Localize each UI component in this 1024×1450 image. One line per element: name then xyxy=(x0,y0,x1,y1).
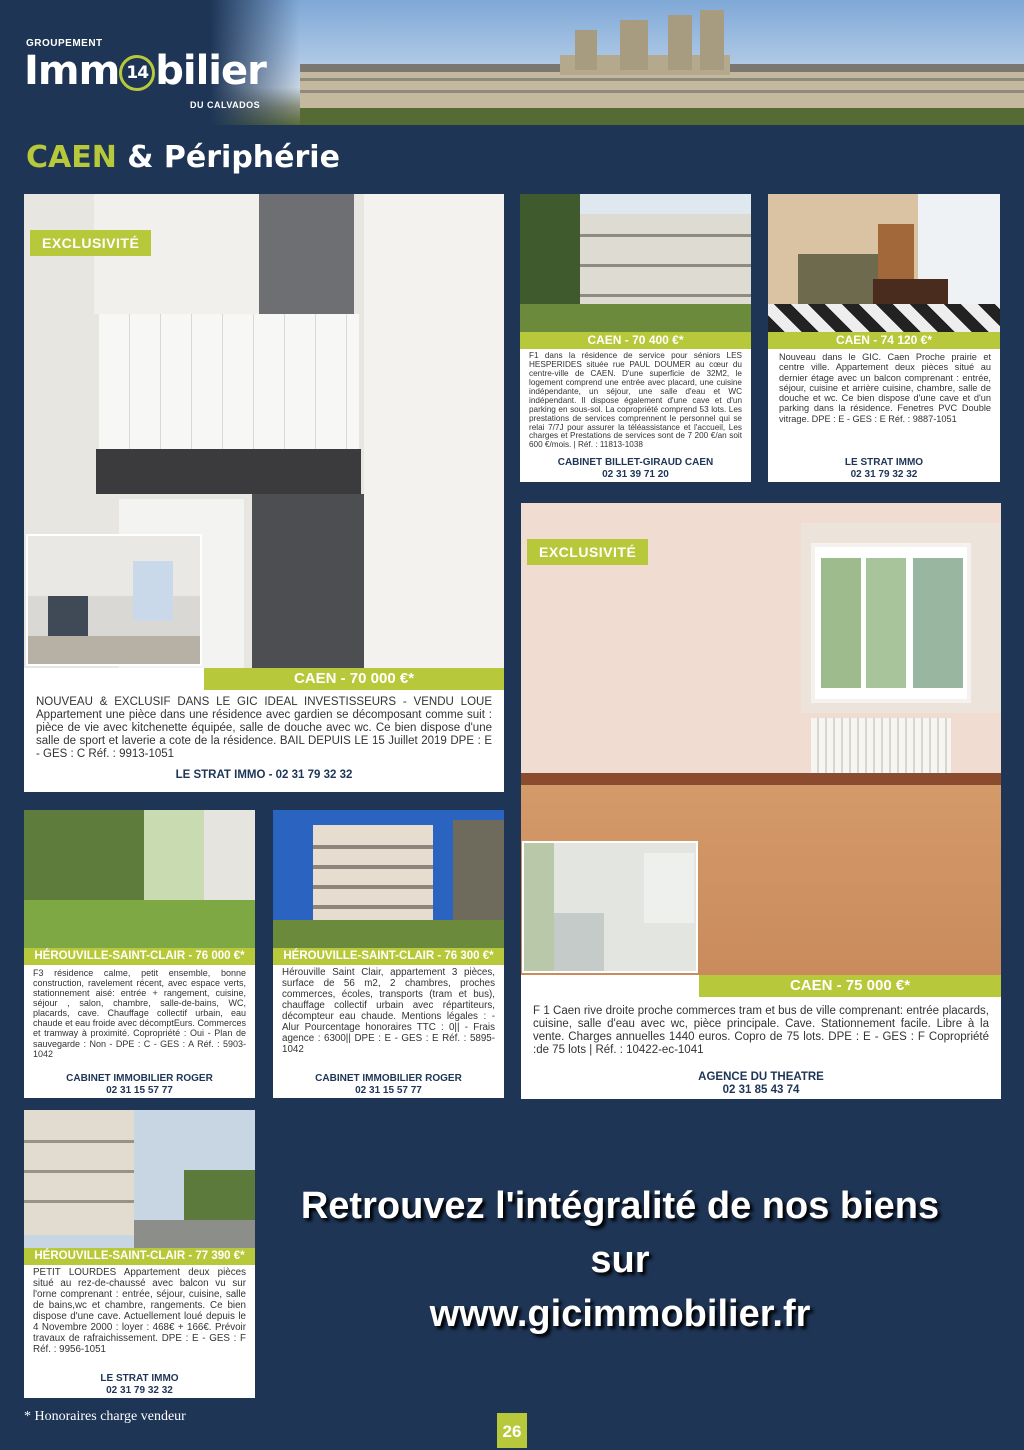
listing-description-7: PETIT LOURDES Appartement deux pièces situé au rez-de-chaussé avec balcon vu sur l'orne comprenant : entrée, séjour, cuisine, salle de bains,wc et chambre, rangements. Ce bien dispose d'une cave. Actuellement loué depuis le 4 Novembre 2000 : loyer : 468€ + 166€. Prévoir travaux de rafraichissement. DPE : E - GES : F Réf. : 9956-1051 xyxy=(33,1267,246,1355)
header-banner xyxy=(0,0,1024,125)
listing-agency-name-2: CABINET BILLET-GIRAUD CAEN xyxy=(557,457,714,468)
listing-inset-photo-4 xyxy=(522,841,698,973)
listing-agency-4[interactable] xyxy=(521,1071,1001,1097)
listing-photo-6 xyxy=(273,810,504,948)
listing-inset-photo-1 xyxy=(26,534,202,666)
listing-description-5: F3 résidence calme, petit ensemble, bonne construction, ravelement récent, avec espace verts, stationnement aisé: entrée + rangement, cuisine, séjour , salon, chambre, salle-de-bains, WC, placards, cave. Chauffage collectif urbain, eau chaude et eau froide avec décomptEurs. Commerces et tramway à proximité. Copropriété : Oui - Plan de sauvegarde : Non - DPE : C - GES : A Réf. : 5903-1042 xyxy=(33,968,246,1059)
listing-description-1: NOUVEAU & EXCLUSIF DANS LE GIC IDEAL INVESTISSEURS - VENDU LOUE Appartement une pièce dans une résidence avec gardien se décomposant comme suit : pièce de vie avec kitchenette équipée, salle de douche avec wc. Ce bien dispose d'une salle de sport et laverie a cote de la résidence. BAIL DEPUIS LE 15 Juillet 2019 DPE : E - GES : C Réf. : 9913-1051 xyxy=(36,696,492,760)
listing-photo-7 xyxy=(24,1110,255,1248)
promo-text xyxy=(260,1180,980,1342)
listing-price-5: HÉROUVILLE-SAINT-CLAIR - 76 000 €* xyxy=(24,948,255,965)
listing-agency-name-6: CABINET IMMOBILIER ROGER xyxy=(315,1073,462,1084)
section-title-rest: & Périphérie xyxy=(127,140,340,175)
listing-agency-phone-3: 02 31 79 32 32 xyxy=(850,468,918,480)
page-number: 26 xyxy=(497,1413,527,1448)
listing-price-1: CAEN - 70 000 €* xyxy=(204,668,504,690)
listing-agency-6[interactable] xyxy=(273,1073,504,1096)
exclusivity-badge: EXCLUSIVITÉ xyxy=(30,230,151,256)
listing-agency-7[interactable] xyxy=(24,1373,255,1396)
promo-line-2: sur xyxy=(590,1238,650,1281)
listing-agency-3[interactable] xyxy=(768,457,1000,480)
listing-agency-2[interactable] xyxy=(520,457,751,480)
listing-price-3: CAEN - 74 120 €* xyxy=(768,332,1000,349)
promo-website-link[interactable]: www.gicimmobilier.fr xyxy=(429,1292,811,1335)
listing-description-3: Nouveau dans le GIC. Caen Proche prairie et centre ville. Appartement deux pièces situé au dernier étage avec un balcon comprenant : entrée, séjour, cuisine et arrière cuisine, chambre, salle de douche et wc. Ce bien dispose d'une cave et d'un parking dans la résidence. Fenetres PVC Double vitrage. DPE : E - GES : E Réf. : 9887-1051 xyxy=(779,352,991,424)
listing-description-6: Hérouville Saint Clair, appartement 3 pièces, surface de 56 m2, 2 chambres, proches commerces, écoles, transports (tram et bus), chauffage collectif urbain avec répartiteurs, décompteur eau chaude. Mentions légales : - Alur Pourcentage honoraires TTC : 0|| - Frais agence : 6300|| DPE : E - GES : E Réf. : 5895-1042 xyxy=(282,967,495,1055)
logo-number-badge: 14 xyxy=(119,55,155,91)
logo-main-right: bilier xyxy=(155,48,266,94)
footnote: * Honoraires charge vendeur xyxy=(24,1409,186,1424)
listing-agency-name-4: AGENCE DU THEATRE xyxy=(698,1071,824,1083)
listing-card-4[interactable] xyxy=(521,503,1001,1099)
listing-description-4: F 1 Caen rive droite proche commerces tram et bus de ville comprenant: entrée placards, cuisine, salle d'eau avec wc, pièce principale. Cave. Stationnement facile. Libre à la vente. Charges annuelles 1440 euros. Copro de 75 lots. DPE : E - GES : F Copropriété :de 75 lots | Réf. : 10422-ec-1041 xyxy=(533,1005,989,1056)
logo-main-left: Imm xyxy=(24,48,120,94)
listing-photo-2 xyxy=(520,194,751,332)
listing-agency-phone-6: 02 31 15 57 77 xyxy=(355,1084,422,1096)
listing-card-3[interactable] xyxy=(768,194,1000,482)
listing-agency-name-3: LE STRAT IMMO xyxy=(844,457,924,468)
listing-photo-3 xyxy=(768,194,1000,332)
section-title xyxy=(26,140,340,175)
listing-price-6: HÉROUVILLE-SAINT-CLAIR - 76 300 €* xyxy=(273,948,504,965)
listing-price-2: CAEN - 70 400 €* xyxy=(520,332,751,349)
logo-main-text xyxy=(24,48,266,94)
listing-agency-phone-7: 02 31 79 32 32 xyxy=(106,1384,173,1396)
listing-description-2: F1 dans la résidence de service pour séniors LES HESPERIDES située rue PAUL DOUMER au cœur du centre-ville de CAEN. D'une superficie de 32M2, le logement comprend une entrée avec placard, une cuisine indépendante, un séjour, une salle d'eau et WC indépendant. Il dispose également d'une cave et d'un parking en sous-sol. La copropriété comprend 53 lots. Les prestations de services comprennent le personnel qui se relai 7/7J pour assurer la téléassistance et l'accueil, Les charges et Prestations de services sont de 7 200 €/an soit 600 €/mois. | Réf. : 11813-1038 xyxy=(529,351,742,450)
listing-agency-1[interactable]: LE STRAT IMMO - 02 31 79 32 32 xyxy=(175,769,353,781)
listing-price-7: HÉROUVILLE-SAINT-CLAIR - 77 390 €* xyxy=(24,1248,255,1265)
section-title-city: CAEN xyxy=(26,140,117,175)
listing-price-4: CAEN - 75 000 €* xyxy=(699,975,1001,997)
listing-card-5[interactable] xyxy=(24,810,255,1098)
listing-card-2[interactable] xyxy=(520,194,751,482)
exclusivity-badge: EXCLUSIVITÉ xyxy=(527,539,648,565)
listing-agency-phone-4: 02 31 85 43 74 xyxy=(722,1084,800,1097)
logo-top-text: GROUPEMENT xyxy=(26,38,103,49)
listing-agency-name-5: CABINET IMMOBILIER ROGER xyxy=(66,1073,213,1084)
listing-agency-5[interactable] xyxy=(24,1073,255,1096)
listing-agency-phone-5: 02 31 15 57 77 xyxy=(106,1084,173,1096)
listing-card-1[interactable] xyxy=(24,194,504,792)
listing-agency-phone-2: 02 31 39 71 20 xyxy=(602,468,669,480)
listing-card-7[interactable] xyxy=(24,1110,255,1398)
logo xyxy=(0,0,300,125)
listing-card-6[interactable] xyxy=(273,810,504,1098)
listing-agency-name-7: LE STRAT IMMO xyxy=(100,1373,179,1384)
logo-sub-text: DU CALVADOS xyxy=(190,100,261,110)
promo-line-1: Retrouvez l'intégralité de nos biens xyxy=(300,1185,940,1227)
listing-photo-5 xyxy=(24,810,255,948)
